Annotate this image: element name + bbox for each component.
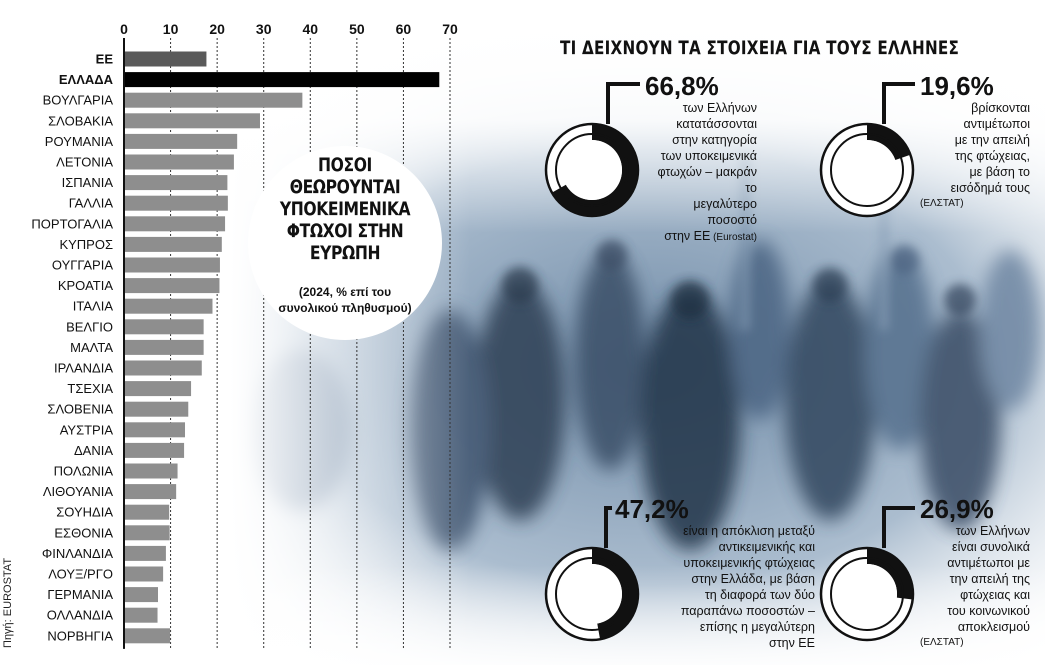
stat-line: φτωχών – μακράν το bbox=[657, 165, 757, 195]
stat-line: αντικειμενικής και bbox=[718, 540, 815, 554]
category-label-17: ΣΛΟΒΕΝΙΑ bbox=[47, 401, 113, 417]
stat-source-3: (ΕΛΣΤΑΤ) bbox=[920, 637, 964, 648]
leader-path-3 bbox=[884, 508, 915, 548]
stat-line: με βάση το bbox=[969, 165, 1030, 179]
tick-label-70: 70 bbox=[442, 21, 458, 37]
stat-line: είναι η απόκλιση μεταξύ bbox=[683, 524, 815, 538]
tick-label-20: 20 bbox=[209, 21, 225, 37]
tick-label-60: 60 bbox=[395, 21, 412, 37]
category-label-0: ΕΕ bbox=[95, 51, 113, 67]
category-label-3: ΣΛΟΒΑΚΙΑ bbox=[48, 113, 113, 129]
stat-percent-0: 66,8% bbox=[645, 71, 719, 101]
source-label: Πηγή: EUROSTAT bbox=[2, 557, 14, 648]
category-label-18: ΑΥΣΤΡΙΑ bbox=[59, 422, 113, 438]
category-label-10: ΟΥΓΓΑΡΙΑ bbox=[51, 257, 113, 273]
stat-line: του κοινωνικού bbox=[947, 604, 1030, 618]
category-label-19: ΔΑΝΙΑ bbox=[73, 442, 113, 458]
stat-line: με την απειλή bbox=[954, 133, 1030, 147]
stat-line: αντιμέτωποι με bbox=[947, 556, 1030, 570]
category-label-2: ΒΟΥΛΓΑΡΙΑ bbox=[42, 92, 113, 108]
category-label-12: ΙΤΑΛΙΑ bbox=[72, 298, 113, 314]
category-label-7: ΓΑΛΛΙΑ bbox=[68, 195, 113, 211]
stat-source-1: (ΕΛΣΤΑΤ) bbox=[920, 198, 964, 209]
stat-line: φτώχειας και bbox=[960, 588, 1030, 602]
category-label-5: ΛΕΤΟΝΙΑ bbox=[56, 154, 113, 170]
tick-label-50: 50 bbox=[349, 21, 365, 37]
stat-line: κατατάσσονται bbox=[676, 117, 757, 131]
stat-line: είναι συνολικά bbox=[952, 540, 1030, 554]
category-label-13: ΒΕΛΓΙΟ bbox=[66, 319, 113, 335]
stat-line: στην ΕΕ bbox=[768, 636, 815, 650]
category-label-24: ΦΙΝΛΑΝΔΙΑ bbox=[41, 545, 113, 561]
stat-percent-3: 26,9% bbox=[920, 494, 994, 524]
category-label-16: ΤΣΕΧΙΑ bbox=[67, 381, 113, 397]
stat-line: μεγαλύτερο ποσοστό bbox=[693, 197, 757, 227]
chart-subtitle: (2024, % επί του συνολικού πληθυσμού) bbox=[278, 285, 412, 315]
category-label-15: ΙΡΛΑΝΔΙΑ bbox=[53, 360, 113, 376]
category-label-27: ΟΛΛΑΝΔΙΑ bbox=[46, 607, 113, 623]
category-label-6: ΙΣΠΑΝΙΑ bbox=[61, 175, 113, 191]
stat-block-3 bbox=[920, 495, 1030, 651]
chart-title: ΠΟΣΟΙ ΘΕΩΡΟΥΝΤΑΙ ΥΠΟΚΕΙΜΕΝΙΚΑ ΦΤΩΧΟΙ ΣΤΗΝ ΕΥΡΩΠΗ bbox=[279, 154, 411, 264]
stat-line: στην Ελλάδα, με βάση bbox=[691, 572, 815, 586]
stat-line: των υποκειμενικά bbox=[660, 149, 757, 163]
category-label-26: ΓΕΡΜΑΝΙΑ bbox=[47, 587, 113, 603]
category-label-22: ΣΟΥΗΔΙΑ bbox=[56, 504, 113, 520]
stat-percent-1: 19,6% bbox=[920, 71, 994, 101]
stat-line: αντιμέτωποι bbox=[963, 117, 1030, 131]
stat-line: αποκλεισμού bbox=[957, 620, 1030, 634]
stat-line: εισόδημά τους bbox=[950, 181, 1030, 195]
category-label-14: ΜΑΛΤΑ bbox=[70, 339, 113, 355]
infographic-headline: ΤΙ ΔΕΙΧΝΟΥΝ ΤΑ ΣΤΟΙΧΕΙΑ ΓΙΑ ΤΟΥΣ ΕΛΛΗΝΕΣ bbox=[560, 37, 960, 59]
stat-line: βρίσκονται bbox=[971, 101, 1030, 115]
tick-label-40: 40 bbox=[302, 21, 319, 37]
stat-line: επίσης η μεγαλύτερη bbox=[699, 620, 815, 634]
category-label-23: ΕΣΘΟΝΙΑ bbox=[54, 525, 113, 541]
category-label-25: ΛΟΥΞ/ΡΓΟ bbox=[48, 566, 113, 582]
stat-line: στην ΕΕ (Eurostat) bbox=[664, 229, 757, 243]
category-label-8: ΠΟΡΤΟΓΑΛΙΑ bbox=[31, 216, 113, 232]
category-label-1: ΕΛΛΑΔΑ bbox=[58, 72, 113, 88]
stat-line: παραπάνω ποσοστών – bbox=[680, 604, 815, 618]
stat-line: των Ελλήνων bbox=[682, 101, 757, 115]
category-label-9: ΚΥΠΡΟΣ bbox=[59, 236, 113, 252]
stat-line: στην κατηγορία bbox=[672, 133, 757, 147]
tick-label-30: 30 bbox=[255, 21, 272, 37]
stat-line: των Ελλήνων bbox=[955, 524, 1030, 538]
stat-line: τη διαφορά των δύο bbox=[704, 588, 815, 602]
category-label-20: ΠΟΛΩΝΙΑ bbox=[53, 463, 113, 479]
stat-line: της φτώχειας, bbox=[954, 149, 1030, 163]
category-label-4: ΡΟΥΜΑΝΙΑ bbox=[44, 133, 113, 149]
category-label-21: ΛΙΘΟΥΑΝΙΑ bbox=[42, 484, 113, 500]
tick-label-10: 10 bbox=[162, 21, 179, 37]
tick-label-0: 0 bbox=[120, 21, 128, 37]
stat-source-0: (Eurostat) bbox=[710, 232, 757, 243]
category-label-11: ΚΡΟΑΤΙΑ bbox=[57, 278, 113, 294]
stat-line: υποκειμενικής φτώχειας bbox=[683, 556, 815, 570]
category-label-28: ΝΟΡΒΗΓΙΑ bbox=[47, 628, 113, 644]
stat-percent-2: 47,2% bbox=[615, 494, 689, 524]
stat-line: την απειλή της bbox=[949, 572, 1030, 586]
